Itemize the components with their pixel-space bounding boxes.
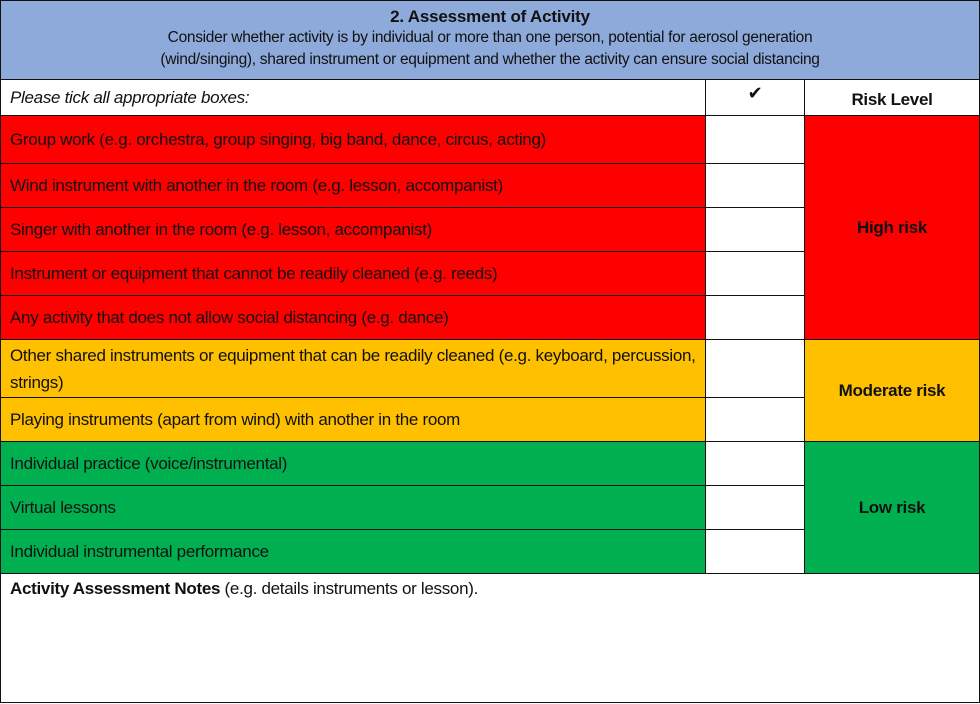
tick-column-header-icon: ✔ [705,79,805,116]
checkbox-group-work[interactable] [705,115,805,164]
risk-level-moderate: Moderate risk [804,339,980,442]
checkbox-uncleanable-equipment[interactable] [705,251,805,296]
section-description-line1: Consider whether activity is by individual or more than one person, potential for aerosol generation [167,29,813,46]
risk-level-header: Risk Level [804,79,980,116]
risk-level-low: Low risk [804,441,980,574]
activity-playing-with-another: Playing instruments (apart from wind) with another in the room [0,397,706,442]
checkbox-singer[interactable] [705,207,805,252]
notes-field[interactable] [0,573,980,703]
notes-label: Activity Assessment Notes [10,579,221,598]
checkbox-wind-instrument[interactable] [705,163,805,208]
activity-virtual-lessons: Virtual lessons [0,485,706,530]
activity-shared-cleanable-equipment: Other shared instruments or equipment that can be readily cleaned (e.g. keyboard, percussion, strings) [0,339,706,398]
instruction-label: Please tick all appropriate boxes: [0,79,706,116]
activity-wind-instrument: Wind instrument with another in the room (e.g. lesson, accompanist) [0,163,706,208]
checkbox-individual-performance[interactable] [705,529,805,574]
section-header [0,0,980,80]
checkbox-playing-with-another[interactable] [705,397,805,442]
activity-individual-performance: Individual instrumental performance [0,529,706,574]
checkbox-virtual-lessons[interactable] [705,485,805,530]
activity-singer: Singer with another in the room (e.g. lesson, accompanist) [0,207,706,252]
section-title: 2. Assessment of Activity [390,7,590,26]
activity-no-social-distancing: Any activity that does not allow social distancing (e.g. dance) [0,295,706,340]
checkbox-individual-practice[interactable] [705,441,805,486]
checkbox-no-social-distancing[interactable] [705,295,805,340]
notes-hint: (e.g. details instruments or lesson). [220,579,479,598]
risk-level-high: High risk [804,115,980,340]
activity-group-work: Group work (e.g. orchestra, group singing, big band, dance, circus, acting) [0,115,706,164]
activity-individual-practice: Individual practice (voice/instrumental) [0,441,706,486]
activity-uncleanable-equipment: Instrument or equipment that cannot be readily cleaned (e.g. reeds) [0,251,706,296]
checkbox-shared-cleanable-equipment[interactable] [705,339,805,398]
section-description-line2: (wind/singing), shared instrument or equipment and whether the activity can ensure social distancing [160,51,820,68]
